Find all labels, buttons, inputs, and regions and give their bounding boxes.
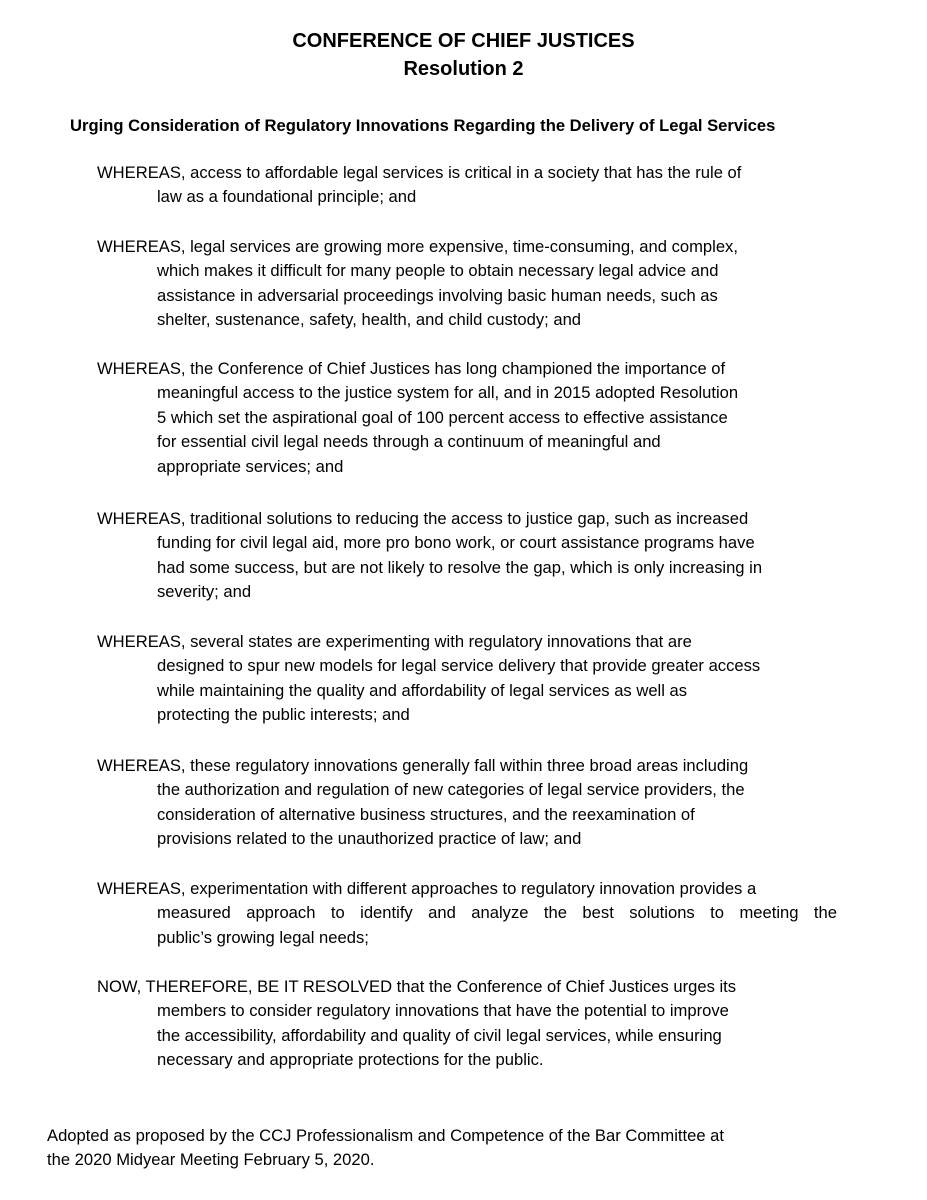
clause-line: WHEREAS, several states are experimenting with regulatory innovations that are: [97, 632, 692, 651]
whereas-clause-7: [97, 877, 837, 950]
clause-line: appropriate services; and: [157, 456, 344, 476]
clause-line: designed to spur new models for legal service delivery that provide greater access: [157, 656, 761, 676]
whereas-clause-5: [97, 630, 837, 728]
clause-line: meaningful access to the justice system for all, and in 2015 adopted Resolution: [157, 383, 739, 403]
clause-line: assistance in adversarial proceedings involving basic human needs, such as: [157, 285, 718, 305]
adoption-note-line: the 2020 Midyear Meeting February 5, 2020.: [47, 1150, 375, 1170]
clause-line: law as a foundational principle; and: [157, 187, 417, 207]
whereas-clause-3: [97, 357, 837, 479]
clause-line: consideration of alternative business structures, and the reexamination of: [157, 804, 695, 824]
clause-line: funding for civil legal aid, more pro bono work, or court assistance programs have: [157, 533, 755, 553]
clause-line: 5 which set the aspirational goal of 100 percent access to effective assistance: [157, 407, 728, 427]
document-title: CONFERENCE OF CHIEF JUSTICES: [292, 30, 635, 52]
clause-line: shelter, sustenance, safety, health, and child custody; and: [157, 310, 582, 330]
clause-line: NOW, THEREFORE, BE IT RESOLVED that the Conference of Chief Justices urges its: [97, 977, 737, 996]
whereas-clause-2: [97, 235, 837, 333]
clause-line: severity; and: [157, 582, 252, 602]
clause-line: WHEREAS, access to affordable legal services is critical in a society that has the rule of: [97, 163, 742, 182]
adoption-note: [47, 1124, 847, 1173]
whereas-clause-4: [97, 507, 837, 605]
clause-line: members to consider regulatory innovations that have the potential to improve: [157, 1001, 729, 1021]
clause-line: measured approach to identify and analyze the best solutions to meeting the: [157, 903, 837, 923]
clause-line: WHEREAS, traditional solutions to reducing the access to justice gap, such as increased: [97, 509, 749, 528]
clause-line: WHEREAS, experimentation with different approaches to regulatory innovation provides a: [97, 879, 757, 898]
clause-line: WHEREAS, these regulatory innovations generally fall within three broad areas including: [97, 756, 749, 775]
clause-line: necessary and appropriate protections for the public.: [157, 1050, 544, 1070]
clause-line: WHEREAS, legal services are growing more expensive, time-consuming, and complex,: [97, 237, 738, 256]
clause-line: the authorization and regulation of new categories of legal service providers, the: [157, 780, 745, 800]
resolved-clause: [97, 975, 837, 1073]
resolution-number: Resolution 2: [403, 58, 524, 80]
clause-line: WHEREAS, the Conference of Chief Justices has long championed the importance of: [97, 359, 726, 378]
resolution-subtitle: Urging Consideration of Regulatory Innovations Regarding the Delivery of Legal Services: [70, 116, 776, 135]
clause-line: which makes it difficult for many people to obtain necessary legal advice and: [157, 261, 719, 281]
clause-line: the accessibility, affordability and quality of civil legal services, while ensuring: [157, 1025, 722, 1045]
whereas-clause-1: [97, 161, 837, 210]
clause-line: provisions related to the unauthorized practice of law; and: [157, 829, 582, 849]
clause-line: had some success, but are not likely to resolve the gap, which is only increasing in: [157, 557, 763, 577]
clause-line: protecting the public interests; and: [157, 705, 410, 725]
clause-line: for essential civil legal needs through a continuum of meaningful and: [157, 432, 661, 452]
whereas-clause-6: [97, 754, 837, 852]
clause-line: public’s growing legal needs;: [157, 927, 369, 947]
adoption-note-line: Adopted as proposed by the CCJ Professionalism and Competence of the Bar Committee at: [47, 1126, 725, 1145]
clause-line: while maintaining the quality and affordability of legal services as well as: [157, 680, 688, 700]
